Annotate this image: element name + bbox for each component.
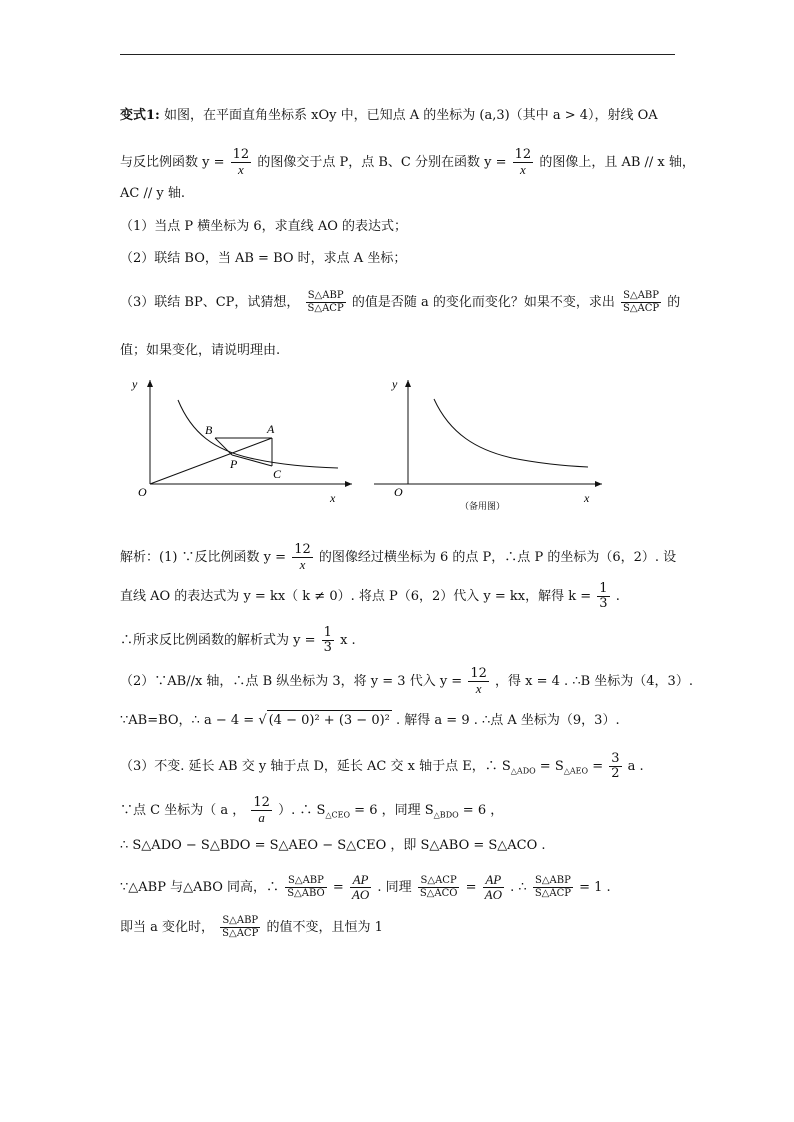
sol7-text-c: = 6 ，同理 S: [350, 803, 434, 818]
ratio-ap-ao-2: $\frac{AP}{AO}$: [484, 872, 502, 902]
ratio-abp-acp-2: $\frac{\text{S△ABP}}{\text{S△ACP}}$: [623, 290, 660, 314]
ratio-ap-ao: $\frac{AP}{AO}$: [351, 872, 370, 902]
fig2-x-label: x: [584, 491, 590, 505]
problem-label: 变式1:: [120, 108, 160, 123]
sol3-text-b: x .: [340, 633, 356, 648]
sub-aeo: △AEO: [563, 766, 589, 776]
solution-line-6: [120, 752, 644, 782]
question-2: （2）联结 BO，当 AB = BO 时，求点 A 坐标；: [120, 251, 407, 266]
header-rule: [120, 54, 675, 55]
solution-line-9: ∵△ABP 与△ABO 同高，∴ $\frac{\text{S△ABP}}{\text{S△ABO}}$ = $\frac{AP}{AO}$ . 同理 $\frac{\text{S△ACP}}{\text{S△ACO}}$ = $\frac{AP}{AO}$ . ∴ $\frac{\text{S△ABP}}{\text{S△ACP}}$ = 1 .: [120, 872, 611, 902]
problem-line-3: AC // y 轴.: [120, 186, 185, 201]
sol6-eq: =: [588, 759, 604, 774]
solution-line-7: [120, 796, 503, 826]
sol10-text-b: 的值不变，且恒为 1: [266, 920, 383, 935]
fraction-one-third: $\frac{1}{3}$: [599, 581, 608, 611]
sol7-text-b: ）. ∴ S: [278, 803, 326, 818]
solution-line-10: [120, 915, 383, 940]
problem-line-2: [120, 148, 695, 177]
fig1-point-p: P: [230, 457, 238, 471]
ratio-abp-abo: $\frac{\text{S△ABP}}{\text{S△ABO}}$: [287, 875, 325, 899]
question-1: （1）当点 P 横坐标为 6，求直线 AO 的表达式；: [120, 219, 407, 234]
sub-ado: △ADO: [510, 766, 536, 776]
sol9-text-c: ∴: [518, 880, 527, 895]
figure-main: [120, 372, 360, 507]
sol6-text-a: （3）不变. 延长 AB 交 y 轴于点 D，延长 AC 交 x 轴于点 E，∴ S: [120, 759, 511, 774]
fraction-12-over-x-2: $\frac{12}{x}$: [514, 147, 532, 177]
sol4-text-a: （2）∵AB//x 轴，∴点 B 纵坐标为 3，将 y = 3 代入 y =: [120, 674, 463, 689]
solution-line-1: [120, 543, 676, 572]
sol1-text-b: 的图像经过横坐标为 6 的点 P，∴点 P 的坐标为（6，2）. 设: [318, 550, 677, 565]
fig1-point-a: A: [267, 422, 275, 436]
fig2-y-label: y: [392, 377, 398, 391]
problem-line-1: [120, 106, 658, 126]
sub-ceo: △CEO: [325, 810, 351, 820]
ratio-abp-acp: $\frac{\text{S△ABP}}{\text{S△ACP}}$: [307, 290, 344, 314]
sol7-text-d: = 6 ，: [458, 803, 504, 818]
fig1-origin-label: O: [138, 485, 147, 499]
fraction-12-over-x-4: $\frac{12}{x}$: [470, 666, 487, 696]
fraction-12-over-x-3: $\frac{12}{x}$: [294, 542, 311, 572]
solution-line-2: 直线 AO 的表达式为 y = kx（ k ≠ 0）. 将点 P（6，2）代入 y = kx，解得 k = $\frac{1}{3}$ .: [120, 581, 620, 611]
sol9-text-a: ∵△ABP 与△ABO 同高，∴: [120, 880, 280, 895]
q3-text-a: （3）联结 BP、CP，试猜想，: [120, 295, 300, 310]
q3-text-c: 的: [667, 295, 681, 310]
fig2-origin-label: O: [394, 485, 403, 499]
fraction-12-over-a: $\frac{12}{a}$: [253, 795, 270, 825]
ratio-abp-acp-3: $\frac{\text{S△ABP}}{\text{S△ACP}}$: [534, 875, 571, 899]
fraction-12-over-x: $\frac{12}{x}$: [232, 147, 250, 177]
solution-line-8: ∴ S△ADO − S△BDO = S△AEO − S△CEO ，即 S△ABO = S△ACO .: [120, 838, 546, 853]
question-3-cont: 值；如果变化，请说明理由.: [120, 343, 281, 358]
fig1-point-b: B: [205, 423, 213, 437]
sol10-text-a: 即当 a 变化时，: [120, 920, 215, 935]
problem-text-2a: 与反比例函数 y =: [120, 155, 225, 170]
fig1-point-c: C: [273, 467, 282, 481]
fraction-three-halves: $\frac{3}{2}$: [611, 751, 620, 781]
solution-line-4: [120, 667, 693, 696]
ratio-acp-aco: $\frac{\text{S△ACP}}{\text{S△ACO}}$: [419, 875, 458, 899]
fig2-caption: （备用图）: [460, 502, 506, 512]
sub-bdo: △BDO: [433, 810, 459, 820]
q3-text-b: 的值是否随 a 的变化而变化？如果不变，求出: [351, 295, 615, 310]
sol7-text-a: ∵点 C 坐标为（ a ，: [120, 803, 246, 818]
fig1-x-label: x: [330, 491, 336, 505]
problem-text-1: 如图，在平面直角坐标系 xOy 中，已知点 A 的坐标为 (a,3)（其中 a > 4），射线 OA: [164, 108, 658, 123]
ratio-abp-acp-4: $\frac{\text{S△ABP}}{\text{S△ACP}}$: [222, 915, 259, 939]
sqrt-expression: (4 − 0)² + (3 − 0)²: [267, 710, 392, 731]
sol3-text-a: ∴所求反比例函数的解析式为 y =: [120, 633, 316, 648]
sol1-text-a: 解析：(1) ∵反比例函数 y =: [120, 550, 287, 565]
fig1-y-label: y: [132, 377, 138, 391]
sol5-text-b: . 解得 a = 9 . ∴点 A 坐标为（9，3）.: [396, 713, 620, 728]
sol2-text: 直线 AO 的表达式为 y = kx（ k ≠ 0）. 将点 P（6，2）代入 y = kx，解得 k =: [120, 589, 592, 604]
sol6-mid: = S: [535, 759, 564, 774]
figure-backup: [372, 372, 612, 517]
question-3: [120, 290, 680, 315]
sol6-text-b: a .: [627, 759, 644, 774]
problem-text-2c: 的图像上，且 AB // x 轴，: [539, 155, 695, 170]
solution-line-3: [120, 626, 356, 655]
sol9-text-b: 同理: [385, 880, 412, 895]
solution-line-5: ∵AB=BO，∴ a − 4 = √ (4 − 0)² + (3 − 0)² . 解得 a = 9 . ∴点 A 坐标为（9，3）.: [120, 710, 620, 731]
sol5-text-a: ∵AB=BO，∴ a − 4 =: [120, 713, 255, 728]
problem-text-2b: 的图像交于点 P，点 B、C 分别在函数 y =: [257, 155, 507, 170]
sol4-text-b: ，得 x = 4 . ∴B 坐标为（4，3）.: [495, 674, 693, 689]
sol9-text-d: = 1 .: [579, 880, 611, 895]
fraction-one-third-2: $\frac{1}{3}$: [323, 625, 332, 655]
